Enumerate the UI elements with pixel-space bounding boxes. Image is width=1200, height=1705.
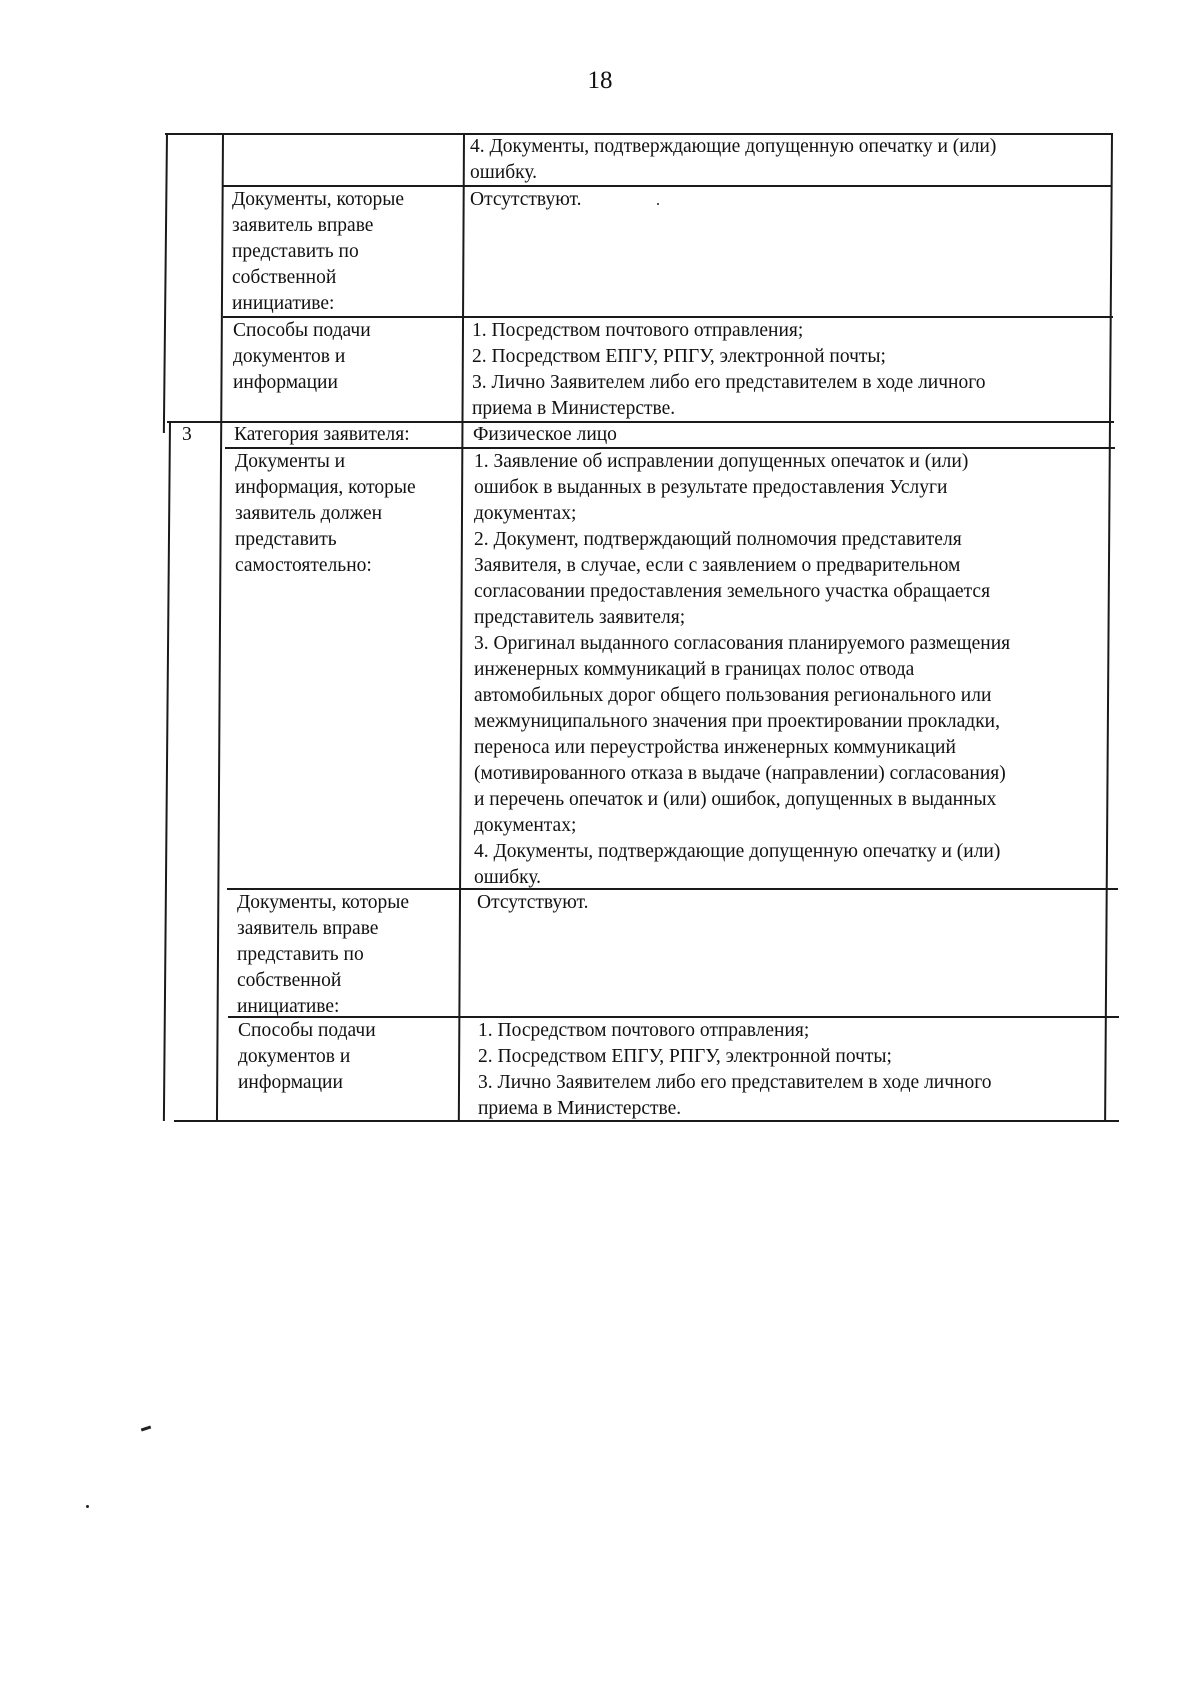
table-border-left [163, 133, 168, 433]
table-cell-content: 1. Посредством почтового отправления; 2. Посредством ЕПГУ, РПГУ, электронной почты; 3. Лично Заявителем либо его представителем в ходе личного приема в Министерстве. [478, 1020, 992, 1119]
table-cell-content: 4. Документы, подтверждающие допущенную опечатку и (или) ошибку. [470, 136, 997, 183]
table-cell-content: Физическое лицо [473, 424, 617, 445]
table-cell-label: Документы, которые заявитель вправе представить по собственной инициативе: [232, 189, 405, 314]
table-cell-label: Категория заявителя: [234, 424, 410, 445]
table-cell-label: Документы, которые заявитель вправе представить по собственной инициативе: [237, 892, 410, 1017]
scan-speck [141, 1426, 151, 1432]
table-cell-content: Отсутствуют. [477, 892, 589, 913]
table-cell-label: Способы подачи документов и информации [238, 1020, 376, 1093]
table-border-left [163, 421, 171, 1121]
scan-speck [657, 203, 659, 205]
table-cell-label: Документы и информация, которые заявитель должен представить самостоятельно: [235, 451, 416, 576]
column-divider-number [216, 133, 224, 1121]
page-number: 18 [587, 67, 613, 94]
table-cell-label: Способы подачи документов и информации [233, 320, 371, 393]
column-divider-label [458, 133, 465, 1121]
table-cell-content: 1. Посредством почтового отправления; 2. Посредством ЕПГУ, РПГУ, электронной почты; 3. Лично Заявителем либо его представителем в ходе личного приема в Министерстве. [472, 320, 986, 419]
table-cell-content: 1. Заявление об исправлении допущенных опечаток и (или) ошибок в выданных в результате предоставления Услуги документах; 2. Документ, подтверждающий полномочия представителя Заявителя, в случае, если с заявлением о предварительном согласовании предоставления земельного участка обращается представитель заявителя; 3. Оригинал выданного согласования планируемого размещения инженерных коммуникаций в границах полос отвода автомобильных дорог общего пользования регионального или межмуниципального значения при проектировании прокладки, переноса или переустройства инженерных коммуникаций (мотивированного отказа в выдаче (направлении) согласования) и перечень опечаток и (или) ошибок, допущенных в выданных документах; 4. Документы, подтверждающие допущенную опечатку и (или) ошибку. [474, 451, 1011, 888]
scan-speck [86, 1505, 89, 1508]
table-cell-number: 3 [182, 424, 192, 445]
table-cell-content: Отсутствуют. [470, 189, 582, 210]
